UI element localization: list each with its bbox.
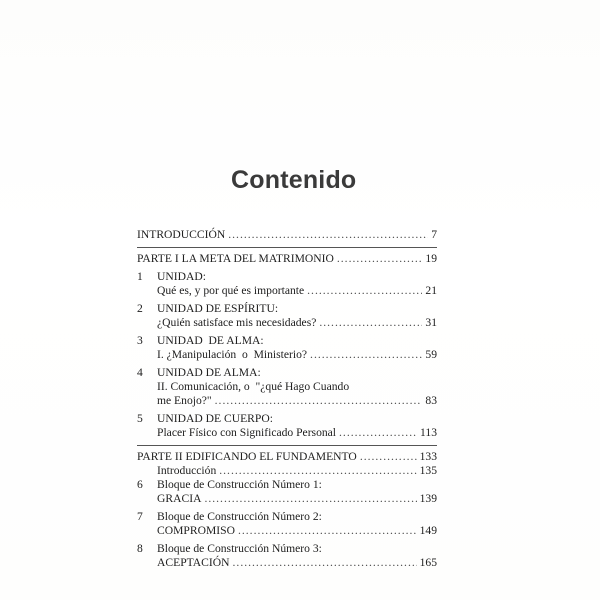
toc-chapter-5-entry xyxy=(137,426,437,440)
dot-leader xyxy=(339,426,417,440)
dot-leader xyxy=(233,556,417,570)
dot-leader xyxy=(219,464,416,478)
toc-chapter-4-line xyxy=(137,380,437,394)
toc-page-number: 7 xyxy=(431,228,437,241)
toc-chapter-2-entry xyxy=(137,316,437,330)
chapter-number: 6 xyxy=(137,478,143,491)
toc-entry-text: II. Comunicación, o "¿qué Hago Cuando xyxy=(157,380,350,393)
toc-chapter-4-entry xyxy=(137,394,437,408)
dot-leader xyxy=(238,524,417,538)
toc-page-number: 21 xyxy=(425,284,437,297)
toc-page-number: 133 xyxy=(419,450,437,463)
toc-chapter-3-entry xyxy=(137,348,437,362)
section-divider xyxy=(137,445,437,446)
chapter-number: 7 xyxy=(137,510,143,523)
toc-page-number: 19 xyxy=(425,252,437,265)
toc-entry-text: PARTE I LA META DEL MATRIMONIO xyxy=(137,252,334,265)
toc-page-number: 31 xyxy=(425,316,437,329)
toc-entry-text: ¿Quién satisface mis necesidades? xyxy=(157,316,317,329)
toc-chapter-2-heading xyxy=(137,302,437,316)
dot-leader xyxy=(307,284,422,298)
chapter-number: 3 xyxy=(137,334,143,347)
toc-entry-text: COMPROMISO xyxy=(157,524,235,537)
toc-chapter-3-heading xyxy=(137,334,437,348)
chapter-number: 8 xyxy=(137,542,143,555)
table-of-contents xyxy=(137,228,437,570)
chapter-number: 2 xyxy=(137,302,143,315)
toc-page-number: 59 xyxy=(425,348,437,361)
toc-chapter-8-entry xyxy=(137,556,437,570)
dot-leader xyxy=(215,394,423,408)
toc-chapter-5-heading xyxy=(137,412,437,426)
toc-entry-text: me Enojo?" xyxy=(157,394,212,407)
toc-entry-introduction xyxy=(137,228,437,242)
toc-page-number: 83 xyxy=(425,394,437,407)
toc-page-number: 135 xyxy=(419,464,437,477)
toc-entry-text: Qué es, y por qué es importante xyxy=(157,284,305,297)
toc-entry-part-2 xyxy=(137,450,437,464)
toc-chapter-8-heading xyxy=(137,542,437,556)
toc-entry-part-1 xyxy=(137,252,437,266)
chapter-heading: UNIDAD DE ALMA: xyxy=(157,366,261,379)
dot-leader xyxy=(310,348,422,362)
toc-page-number: 113 xyxy=(420,426,437,439)
toc-entry-text: I. ¿Manipulación o Ministerio? xyxy=(157,348,308,361)
toc-page-number: 165 xyxy=(419,556,437,569)
toc-chapter-1-entry xyxy=(137,284,437,298)
chapter-number: 4 xyxy=(137,366,143,379)
chapter-number: 1 xyxy=(137,270,143,283)
chapter-heading: Bloque de Construcción Número 1: xyxy=(157,478,322,491)
toc-entry-part-2-introduction xyxy=(137,464,437,478)
dot-leader xyxy=(204,492,416,506)
dot-leader xyxy=(337,252,423,266)
chapter-number: 5 xyxy=(137,412,143,425)
dot-leader xyxy=(319,316,422,330)
toc-page-number: 149 xyxy=(419,524,437,537)
page-title: Contenido xyxy=(231,166,357,194)
chapter-heading: UNIDAD DE CUERPO: xyxy=(157,412,273,425)
toc-page-number: 139 xyxy=(419,492,437,505)
section-divider xyxy=(137,247,437,248)
chapter-heading: UNIDAD DE ALMA: xyxy=(157,334,264,347)
toc-chapter-7-entry xyxy=(137,524,437,538)
toc-chapter-6-entry xyxy=(137,492,437,506)
toc-chapter-6-heading xyxy=(137,478,437,492)
dot-leader xyxy=(360,450,417,464)
toc-entry-text: GRACIA xyxy=(157,492,202,505)
chapter-heading: UNIDAD DE ESPÍRITU: xyxy=(157,302,279,315)
dot-leader xyxy=(228,228,428,242)
toc-entry-text: ACEPTACIÓN xyxy=(157,556,230,569)
chapter-heading: Bloque de Construcción Número 2: xyxy=(157,510,322,523)
toc-entry-text: INTRODUCCIÓN xyxy=(137,228,226,241)
toc-chapter-4-heading xyxy=(137,366,437,380)
chapter-heading: Bloque de Construcción Número 3: xyxy=(157,542,322,555)
toc-entry-text: Introducción xyxy=(157,464,217,477)
toc-chapter-1-heading xyxy=(137,270,437,284)
toc-entry-text: PARTE II EDIFICANDO EL FUNDAMENTO xyxy=(137,450,357,463)
toc-entry-text: Placer Físico con Significado Personal xyxy=(157,426,337,439)
toc-chapter-7-heading xyxy=(137,510,437,524)
chapter-heading: UNIDAD: xyxy=(157,270,206,283)
